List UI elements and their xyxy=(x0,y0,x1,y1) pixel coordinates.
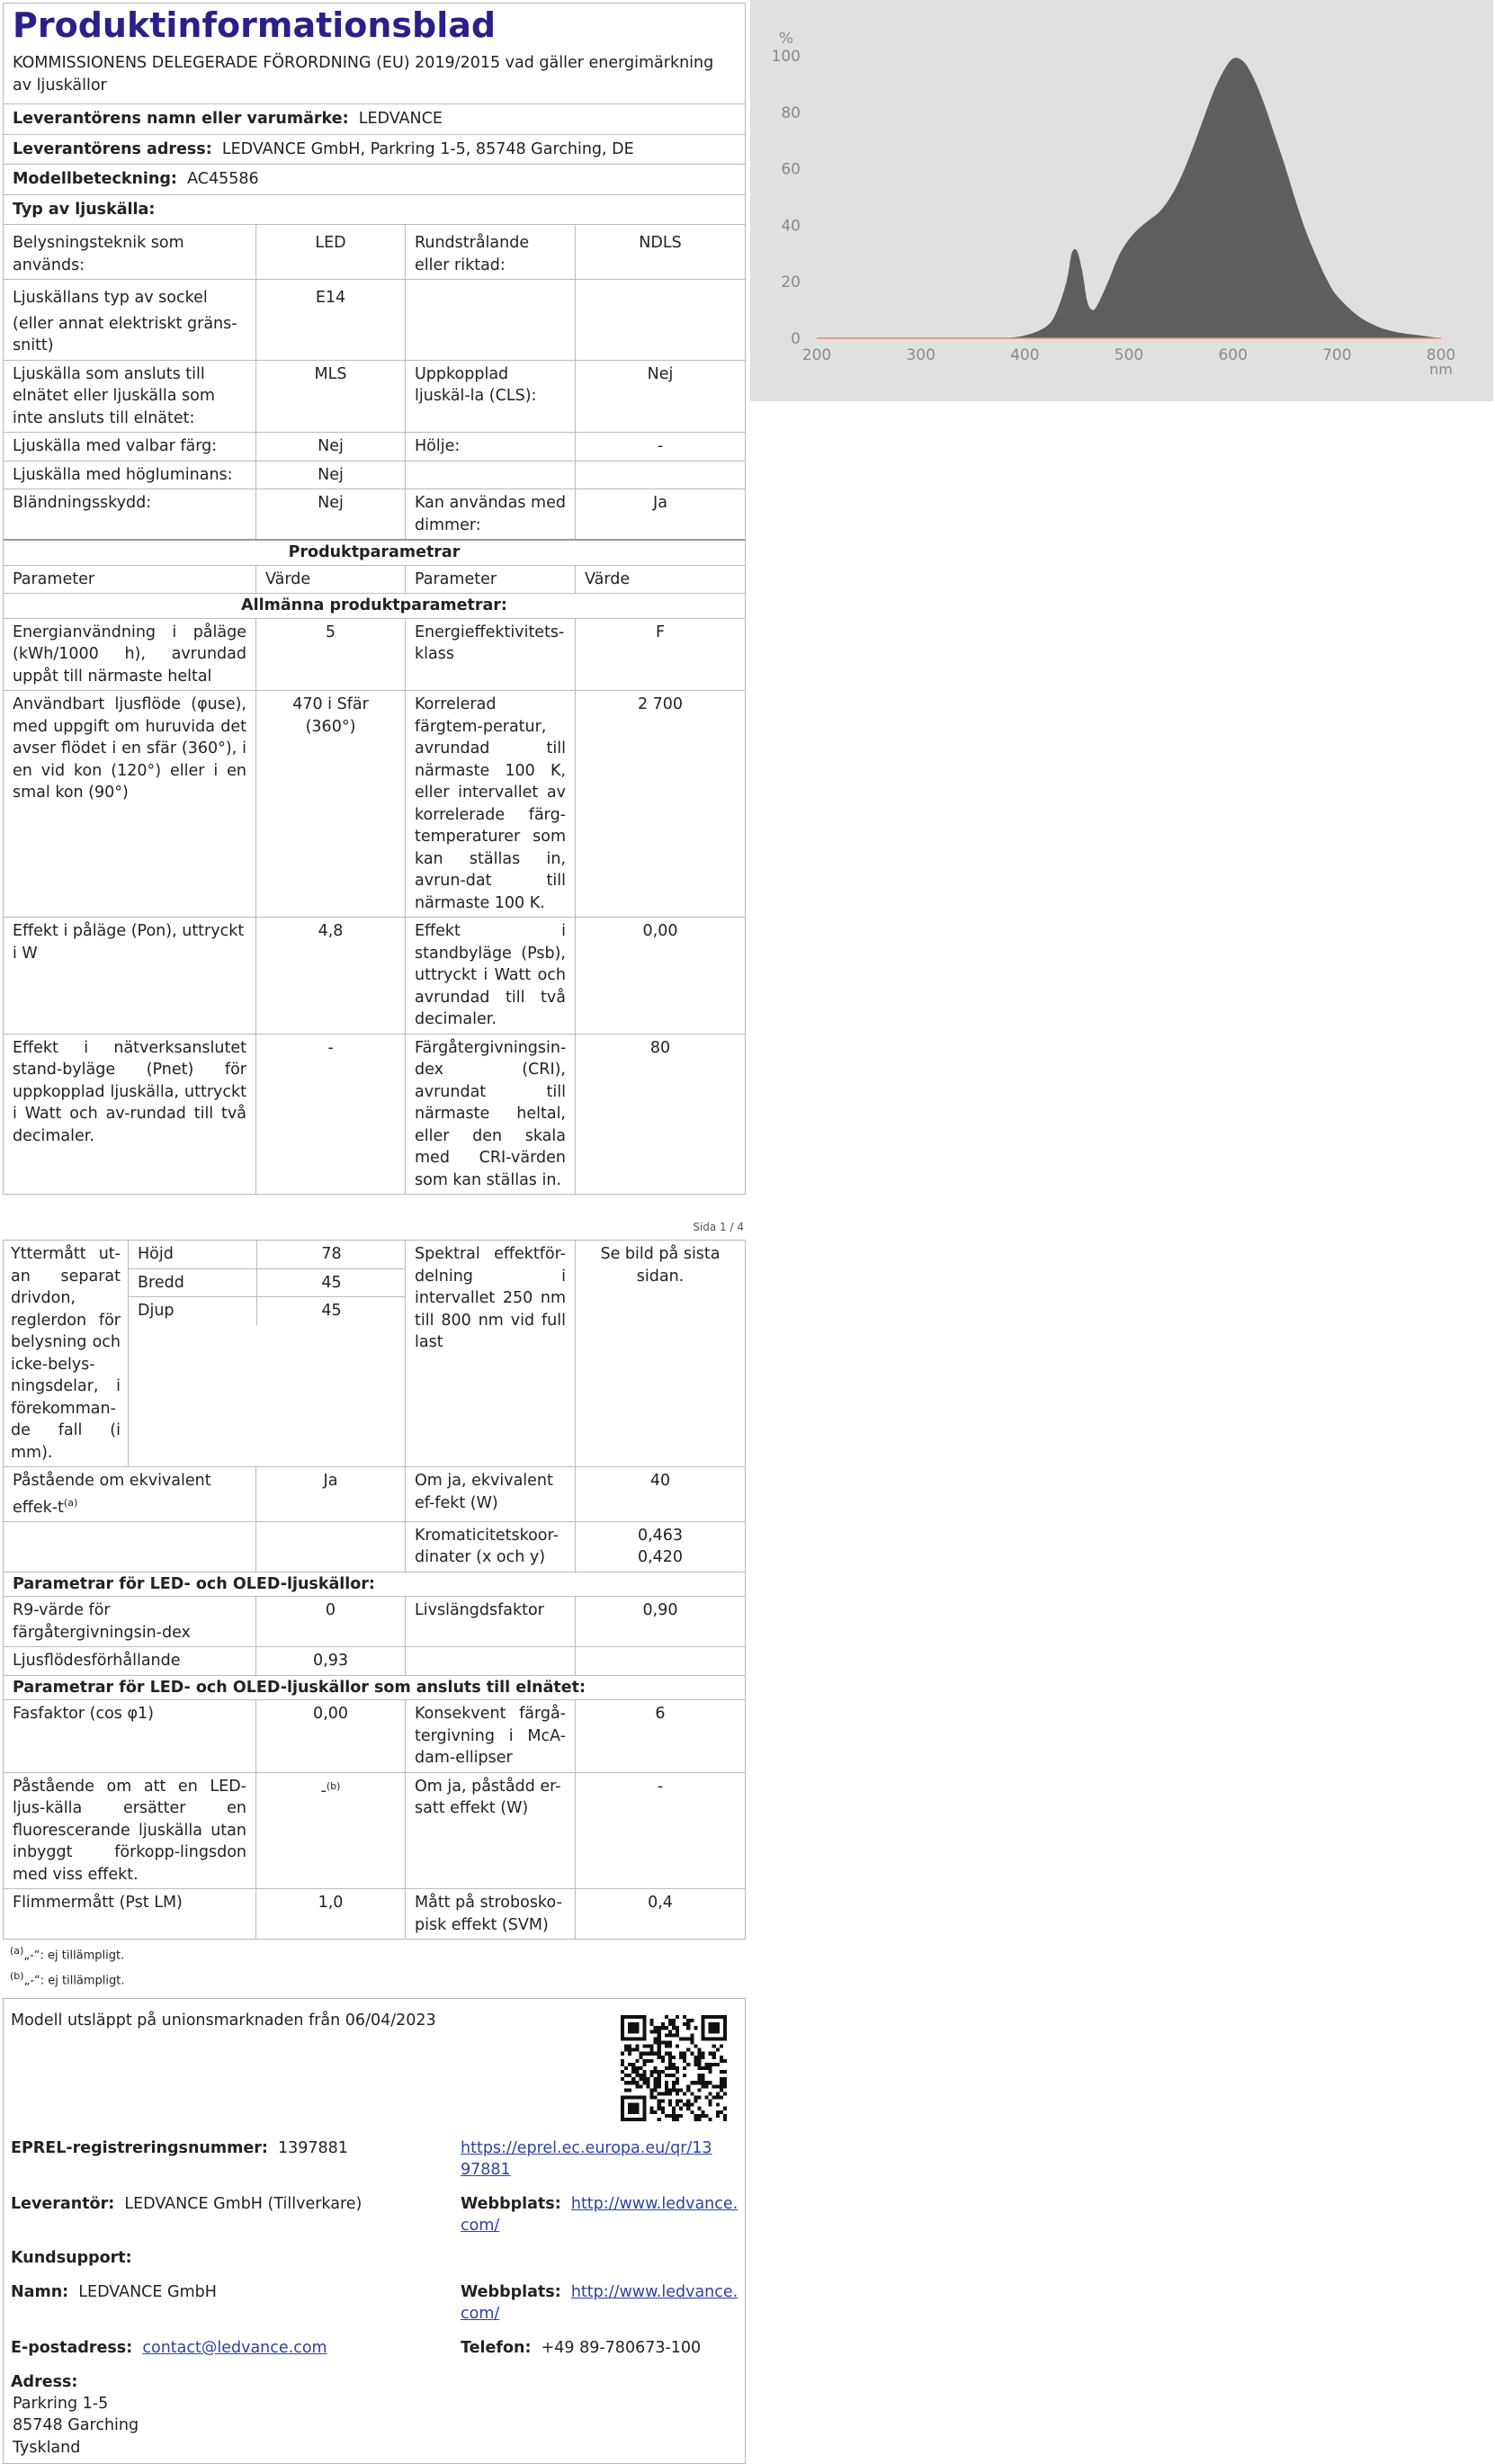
type-row xyxy=(4,279,745,360)
param-value: 0,00 xyxy=(255,1700,405,1772)
model-row xyxy=(4,165,745,194)
dim-label: Höjd xyxy=(138,1245,174,1263)
param-value: - xyxy=(575,1773,745,1889)
address-heading: Adress: xyxy=(11,2372,78,2391)
type-heading: Typ av ljuskälla: xyxy=(13,200,156,219)
equiv-row xyxy=(4,1521,745,1572)
x-tick-label: 200 xyxy=(801,346,832,364)
param-label: Energieffektivitets-klass xyxy=(405,619,575,691)
param-label: (eller annat elektriskt gräns-snitt) xyxy=(13,314,237,354)
support-name-value: LEDVANCE GmbH xyxy=(78,2282,217,2301)
param-label: Kan användas med dimmer: xyxy=(405,489,575,539)
dimensions-label: Yttermått ut-an separat drivdon, reglerdon för belysning och icke-belys-ningsdelar, i förekomman-de fall (i mm). xyxy=(11,1245,121,1462)
param-value: Nej xyxy=(255,489,405,539)
support-name-row xyxy=(11,2281,217,2304)
general-row xyxy=(4,1034,745,1195)
param-value: 1,0 xyxy=(255,1889,405,1939)
x-tick-label: 300 xyxy=(906,346,935,364)
spectrum-area xyxy=(1004,58,1441,338)
param-label: Ljuskälla som ansluts till elnätet eller ljuskälla som inte ansluts till elnätet: xyxy=(13,364,215,427)
param-value: - xyxy=(255,1035,405,1195)
column-header: Parameter xyxy=(13,569,95,588)
param-label: Belysningsteknik som används: xyxy=(13,234,184,274)
param-value: 0,90 xyxy=(575,1597,745,1646)
footnote-mark: (b) xyxy=(326,1779,341,1792)
address-line: 85748 Garching xyxy=(13,2416,139,2435)
product-info-page-1 xyxy=(3,3,746,1195)
param-value: 0,463 0,420 xyxy=(575,1522,745,1572)
address-line: Parkring 1-5 xyxy=(13,2394,109,2413)
website-link-cont[interactable]: com/ xyxy=(461,2305,500,2324)
param-value: - xyxy=(575,433,745,461)
param-label: Rundstrålande eller riktad: xyxy=(405,225,575,279)
param-label: Ljuskällans typ av sockel xyxy=(13,289,208,307)
eprel-label: EPREL-registreringsnummer: xyxy=(11,2138,268,2157)
info-box xyxy=(3,1998,746,2464)
address-label: Leverantörens adress: xyxy=(13,139,212,158)
website-label: Webbplats: xyxy=(461,2282,561,2301)
param-label: Mått på strobosko-pisk effekt (SVM) xyxy=(405,1889,575,1939)
mains-row xyxy=(4,1772,745,1889)
y-tick-label: 0 xyxy=(791,330,801,348)
param-value: 80 xyxy=(575,1035,745,1195)
dimensions-row xyxy=(4,1241,745,1466)
param-value: F xyxy=(575,619,745,691)
website-block xyxy=(461,2193,738,2237)
page-title: Produktinformationsblad xyxy=(13,5,497,45)
param-value: Nej xyxy=(255,433,405,461)
led-heading: Parametrar för LED- och OLED-ljuskällor: xyxy=(13,1574,375,1593)
footnote-mark: (a) xyxy=(10,1945,24,1958)
param-value: 6 xyxy=(575,1700,745,1772)
y-tick-label: 60 xyxy=(781,160,801,179)
type-row xyxy=(4,461,745,489)
email-label: E-postadress: xyxy=(11,2338,133,2357)
x-tick-label: 800 xyxy=(1426,346,1456,364)
footnote-text: „-“: ej tillämpligt. xyxy=(23,1973,125,1987)
general-heading: Allmänna produktparametrar: xyxy=(241,596,507,614)
param-label: Effekt i standbyläge (Psb), uttryckt i Watt och avrundad till två decimaler. xyxy=(405,918,575,1034)
general-row xyxy=(4,917,745,1034)
type-row xyxy=(4,432,745,461)
param-label: Ljusflödesförhållande xyxy=(13,1652,181,1671)
email-row xyxy=(11,2337,327,2360)
param-label: Om ja, ekvivalent ef-fekt (W) xyxy=(405,1467,575,1521)
phone-row xyxy=(461,2337,701,2360)
param-label: Ljuskälla med valbar färg: xyxy=(13,437,218,455)
support-label: Kundsupport: xyxy=(11,2248,132,2267)
phone-label: Telefon: xyxy=(461,2338,532,2357)
x-tick-label: 700 xyxy=(1322,346,1352,364)
mains-row xyxy=(4,1888,745,1939)
market-date: Modell utsläppt på unionsmarknaden från 06/04/2023 xyxy=(11,2011,436,2029)
spectrum-chart xyxy=(750,0,1493,401)
params-heading: Produktparametrar xyxy=(288,543,461,561)
x-tick-label: 400 xyxy=(1010,346,1040,364)
footnote-b xyxy=(3,1967,746,1991)
param-value: Ja xyxy=(575,489,745,539)
param-label: Om ja, påstådd er-satt effekt (W) xyxy=(405,1773,575,1889)
param-value: Nej xyxy=(255,461,405,489)
eprel-value: 1397881 xyxy=(278,2138,348,2157)
param-label: Uppkopplad ljuskäl-la (CLS): xyxy=(405,361,575,433)
y-axis-label: % xyxy=(778,30,794,48)
supplier-info-value: LEDVANCE GmbH (Tillverkare) xyxy=(124,2194,363,2213)
x-tick-label: 600 xyxy=(1218,346,1248,364)
param-label: Bländningsskydd: xyxy=(13,494,152,512)
param-label: Hölje: xyxy=(405,433,575,461)
website-link[interactable]: http://www.ledvance. xyxy=(570,2194,739,2213)
param-value: LED xyxy=(255,225,405,279)
x-tick-label: 500 xyxy=(1114,346,1144,364)
model-label: Modellbeteckning: xyxy=(13,170,177,188)
param-value: - xyxy=(320,1781,327,1800)
param-value: 5 xyxy=(255,619,405,691)
supplier-label: Leverantörens namn eller varumärke: xyxy=(13,110,349,128)
product-info-page-2 xyxy=(3,1240,746,1940)
params-header-row xyxy=(4,565,745,594)
model-value: AC45586 xyxy=(187,170,259,188)
param-label: Kromaticitetskoor-dinater (x och y) xyxy=(405,1522,575,1572)
footnote-mark: (b) xyxy=(10,1969,24,1982)
y-tick-label: 40 xyxy=(781,217,801,236)
dim-label: Bredd xyxy=(138,1273,184,1292)
param-label xyxy=(405,280,575,360)
type-row xyxy=(4,488,745,539)
y-tick-label: 20 xyxy=(781,273,801,292)
param-value xyxy=(575,1647,745,1675)
qr-code-icon[interactable] xyxy=(621,2015,727,2121)
spectral-value: Se bild på sista sidan. xyxy=(575,1241,745,1466)
website-link[interactable]: http://www.ledvance. xyxy=(570,2282,739,2301)
type-row xyxy=(4,224,745,279)
footnote-mark: (a) xyxy=(63,1496,78,1509)
regulation-subtitle: KOMMISSIONENS DELEGERADE FÖRORDNING (EU) 2019/2015 vad gäller energimärkning av ljuskällor xyxy=(13,54,714,94)
param-label: Energianvändning i påläge (kWh/1000 h), avrundad uppåt till närmaste heltal xyxy=(13,623,246,685)
param-value: Nej xyxy=(575,361,745,433)
website-link-cont[interactable]: com/ xyxy=(461,2217,500,2236)
x-axis-label: nm xyxy=(1429,361,1453,378)
param-value: Ja xyxy=(255,1467,405,1521)
address-line: Tyskland xyxy=(13,2438,81,2457)
email-link[interactable]: contact@ledvance.com xyxy=(142,2338,327,2357)
param-value: 0,00 xyxy=(575,918,745,1034)
param-value xyxy=(575,461,745,489)
param-value: NDLS xyxy=(575,225,745,279)
address-lines xyxy=(13,2393,139,2460)
website-label: Webbplats: xyxy=(461,2194,561,2213)
general-row xyxy=(4,618,745,691)
y-tick-label: 80 xyxy=(781,103,801,122)
param-label xyxy=(405,461,575,489)
param-label: Konsekvent färgå-tergivning i McA-dam-ellipser xyxy=(405,1700,575,1772)
param-label: Korrelerad färgtem-peratur, avrundad till närmaste 100 K, eller intervallet av korrelerade färg-temperaturer som kan ställas in, avrun-dat till närmaste 100 K. xyxy=(405,691,575,917)
eprel-link-cont[interactable]: 97881 xyxy=(461,2161,511,2180)
param-value xyxy=(575,280,745,360)
param-label: Fasfaktor (cos φ1) xyxy=(13,1705,154,1724)
param-value: 0,93 xyxy=(255,1647,405,1675)
general-row xyxy=(4,690,745,917)
address-value: LEDVANCE GmbH, Parkring 1-5, 85748 Garching, DE xyxy=(221,139,634,158)
type-row xyxy=(4,360,745,433)
supplier-info-row xyxy=(11,2193,362,2216)
param-label: Flimmermått (Pst LM) xyxy=(13,1894,183,1913)
param-value: 2 700 xyxy=(575,691,745,917)
param-label: R9-värde för färgåtergivningsin-dex xyxy=(13,1601,191,1642)
dim-value: 78 xyxy=(256,1241,406,1268)
param-label: Påstående om ekvivalent effek-t xyxy=(13,1472,211,1517)
support-name-label: Namn: xyxy=(11,2282,69,2301)
param-label: Ljuskälla med högluminans: xyxy=(13,465,233,484)
spectral-label: Spektral effektför-delning i intervallet 250 nm till 800 nm vid full last xyxy=(405,1241,575,1466)
param-value: 470 i Sfär (360°) xyxy=(255,691,405,917)
mains-heading: Parametrar för LED- och OLED-ljuskällor som ansluts till elnätet: xyxy=(13,1678,586,1697)
param-label: Användbart ljusflöde (φuse), med uppgift om huruvida det avser flödet i en sfär (360°), i en vid kon (120°) eller i en smal kon (90°) xyxy=(13,695,246,802)
footnote-a xyxy=(3,1941,746,1966)
param-label: Effekt i nätverksanslutet stand-byläge (Pnet) för uppkopplad ljuskälla, uttryckt i Watt och av-rundad till två decimaler. xyxy=(13,1038,246,1145)
eprel-row xyxy=(11,2137,348,2160)
supplier-row xyxy=(4,104,745,134)
param-value: 0,4 xyxy=(575,1889,745,1939)
param-value: 4,8 xyxy=(255,918,405,1034)
param-label xyxy=(405,1647,575,1675)
column-header: Värde xyxy=(255,566,405,594)
phone-value: +49 89-780673-100 xyxy=(541,2338,702,2357)
supplier-value: LEDVANCE xyxy=(358,110,443,128)
param-label: Påstående om att en LED-ljus-källa ersätter en fluorescerande ljuskälla utan inbyggt förkopp-lingsdon med viss effekt. xyxy=(13,1777,246,1884)
param-label: Livslängdsfaktor xyxy=(405,1597,575,1646)
param-value: 40 xyxy=(575,1467,745,1521)
dim-label: Djup xyxy=(138,1302,175,1320)
eprel-link[interactable]: https://eprel.ec.europa.eu/qr/13 xyxy=(461,2138,712,2157)
param-label: Effekt i påläge (Pon), uttryckt i W xyxy=(13,922,245,963)
mains-row xyxy=(4,1699,745,1772)
equiv-row xyxy=(4,1466,745,1521)
param-value: 0 xyxy=(255,1597,405,1646)
column-header: Värde xyxy=(575,566,745,594)
dim-value: 45 xyxy=(256,1297,406,1325)
y-tick-label: 100 xyxy=(771,48,801,66)
support-website-block xyxy=(461,2281,738,2325)
param-label: Färgåtergivningsin-dex (CRI), avrundat till närmaste heltal, eller den skala med CRI-värden som kan ställas in. xyxy=(405,1035,575,1195)
param-value xyxy=(255,1522,405,1572)
eprel-link-block xyxy=(461,2137,712,2182)
param-value: MLS xyxy=(255,361,405,433)
footnote-text: „-“: ej tillämpligt. xyxy=(23,1949,125,1963)
led-row xyxy=(4,1596,745,1646)
param-label xyxy=(4,1522,255,1572)
spectrum-chart-svg xyxy=(750,0,1493,401)
led-row xyxy=(4,1646,745,1675)
dim-value: 45 xyxy=(256,1269,406,1297)
address-row xyxy=(4,135,745,165)
page-number: Sida 1 / 4 xyxy=(693,1220,744,1233)
supplier-info-label: Leverantör: xyxy=(11,2194,115,2213)
param-value: E14 xyxy=(255,280,405,360)
column-header: Parameter xyxy=(405,566,575,594)
